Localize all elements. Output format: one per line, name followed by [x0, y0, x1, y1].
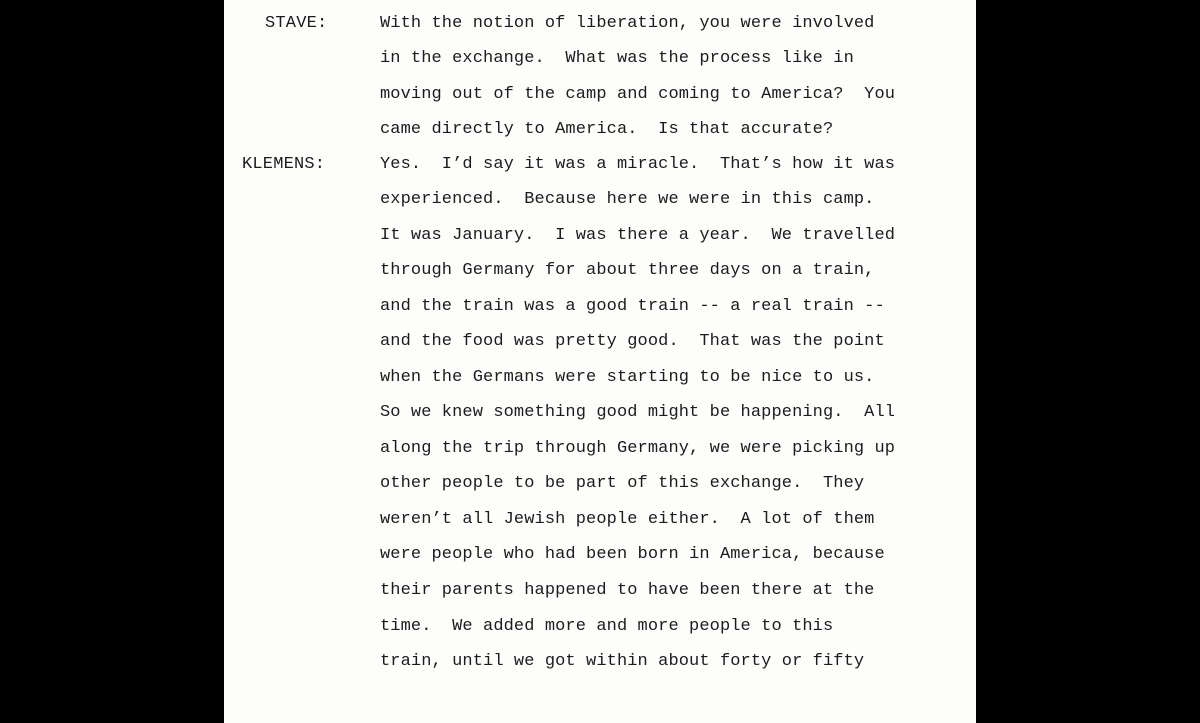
transcript-line: along the trip through Germany, we were picking up — [380, 439, 896, 458]
transcript-line: experienced. Because here we were in this camp. — [380, 190, 875, 209]
transcript-line: time. We added more and more people to this — [380, 617, 834, 636]
transcript-line: came directly to America. Is that accurate? — [380, 120, 834, 139]
transcript-line: their parents happened to have been there at the — [380, 581, 875, 600]
transcript-line: Yes. I’d say it was a miracle. That’s how it was — [380, 155, 896, 174]
transcript-line: It was January. I was there a year. We travelled — [380, 226, 896, 245]
transcript-line: So we knew something good might be happening. All — [380, 403, 896, 422]
transcript-line: when the Germans were starting to be nice to us. — [380, 368, 875, 387]
transcript-line: in the exchange. What was the process like in — [380, 49, 854, 68]
transcript-line: other people to be part of this exchange. They — [380, 474, 865, 493]
transcript-line: With the notion of liberation, you were involved — [380, 14, 875, 33]
speaker-label-klemens: KLEMENS: — [242, 155, 326, 174]
transcript-line: through Germany for about three days on a train, — [380, 261, 875, 280]
transcript-line: weren’t all Jewish people either. A lot of them — [380, 510, 875, 529]
transcript-line: were people who had been born in America, because — [380, 545, 885, 564]
speaker-label-stave: STAVE: — [265, 14, 328, 33]
transcript-line: and the food was pretty good. That was the point — [380, 332, 885, 351]
transcript-line: moving out of the camp and coming to America? You — [380, 85, 896, 104]
transcript-line: train, until we got within about forty or fifty — [380, 652, 865, 671]
transcript-page — [224, 0, 976, 723]
transcript-line: and the train was a good train -- a real train -- — [380, 297, 885, 316]
